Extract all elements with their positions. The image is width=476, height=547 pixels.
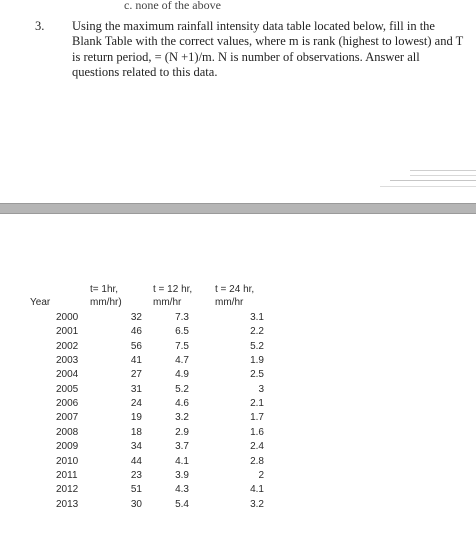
intensity-12hr-cell: 4.3 — [175, 484, 189, 496]
intensity-12hr-cell: 5.2 — [175, 383, 189, 395]
intensity-1hr-cell: 24 — [130, 398, 142, 410]
year-cell: 2001 — [56, 326, 79, 338]
year-cell: 2009 — [56, 441, 79, 453]
intensity-12hr-cell: 3.7 — [175, 441, 189, 453]
intensity-24hr-cell: 1.7 — [250, 412, 264, 424]
intensity-24hr-cell: 2.8 — [250, 455, 264, 467]
year-cell: 2004 — [56, 369, 79, 381]
col-12hr-header-line1: t = 12 hr, — [153, 284, 193, 295]
col-24hr-header-line2: mm/hr — [215, 297, 244, 308]
intensity-1hr-cell: 27 — [130, 369, 142, 381]
faint-rule-1 — [410, 170, 476, 171]
intensity-12hr-cell: 3.2 — [175, 412, 189, 424]
year-cell: 2011 — [56, 469, 78, 481]
intensity-24hr-cell: 5.2 — [250, 340, 264, 352]
year-cell: 2007 — [56, 412, 79, 424]
intensity-1hr-cell: 23 — [130, 469, 142, 481]
year-cell: 2002 — [56, 340, 79, 352]
intensity-1hr-cell: 30 — [130, 498, 142, 510]
intensity-24hr-cell: 2.4 — [250, 441, 264, 453]
intensity-12hr-cell: 2.9 — [175, 426, 189, 438]
question-number: 3. — [35, 19, 45, 33]
intensity-24hr-cell: 3 — [258, 383, 264, 395]
faint-rule-3 — [390, 180, 476, 181]
intensity-24hr-cell: 4.1 — [250, 484, 264, 496]
intensity-1hr-cell: 32 — [130, 312, 142, 323]
intensity-12hr-cell: 7.5 — [175, 340, 189, 352]
intensity-1hr-cell: 19 — [130, 412, 142, 424]
faint-rule-2 — [410, 175, 476, 176]
intensity-12hr-cell: 7.3 — [175, 312, 189, 323]
year-cell: 2003 — [56, 355, 79, 367]
year-cell: 2010 — [56, 455, 79, 467]
intensity-24hr-cell: 3.1 — [250, 312, 264, 323]
intensity-1hr-cell: 34 — [130, 441, 142, 453]
year-cell: 2005 — [56, 383, 79, 395]
question-text: Using the maximum rainfall intensity data table located below, fill in the Blank Table with the correct values, where m is rank (highest to lowest) and T is return period, = (N +1)/m. N is number of observations. Answer all questions related to this data. — [72, 19, 464, 79]
intensity-1hr-cell: 41 — [130, 355, 142, 367]
intensity-12hr-cell: 3.9 — [175, 469, 189, 481]
intensity-24hr-cell: 1.6 — [250, 426, 264, 438]
intensity-1hr-cell: 44 — [130, 455, 142, 467]
year-header: Year — [30, 297, 51, 308]
intensity-1hr-cell: 31 — [130, 383, 142, 395]
intensity-1hr-cell: 56 — [130, 340, 142, 352]
year-cell: 2000 — [56, 312, 79, 323]
col-12hr-header-line2: mm/hr — [153, 297, 182, 308]
intensity-24hr-cell: 2.1 — [250, 398, 264, 410]
intensity-1hr-cell: 46 — [130, 326, 142, 338]
col-1hr-header-line1: t= 1hr, — [90, 284, 119, 295]
intensity-12hr-cell: 4.1 — [175, 455, 189, 467]
intensity-24hr-cell: 2.2 — [250, 326, 264, 338]
year-cell: 2013 — [56, 498, 79, 510]
intensity-24hr-cell: 2.5 — [250, 369, 264, 381]
col-1hr-header-line2: mm/hr) — [90, 297, 122, 308]
year-cell: 2006 — [56, 398, 79, 410]
intensity-1hr-cell: 51 — [130, 484, 142, 496]
intensity-12hr-cell: 5.4 — [175, 498, 189, 510]
year-cell: 2012 — [56, 484, 79, 496]
intensity-12hr-cell: 4.9 — [175, 369, 189, 381]
intensity-24hr-cell: 1.9 — [250, 355, 264, 367]
intensity-1hr-cell: 18 — [130, 426, 142, 438]
intensity-24hr-cell: 2 — [258, 469, 264, 481]
year-cell: 2008 — [56, 426, 79, 438]
intensity-24hr-cell: 3.2 — [250, 498, 264, 510]
intensity-12hr-cell: 4.6 — [175, 398, 189, 410]
intensity-12hr-cell: 6.5 — [175, 326, 189, 338]
previous-option-cut-text: c. none of the above — [124, 0, 221, 12]
col-24hr-header-line1: t = 24 hr, — [215, 284, 255, 295]
intensity-12hr-cell: 4.7 — [175, 355, 189, 367]
page-separator-band — [0, 203, 476, 214]
faint-rule-4 — [380, 186, 476, 187]
